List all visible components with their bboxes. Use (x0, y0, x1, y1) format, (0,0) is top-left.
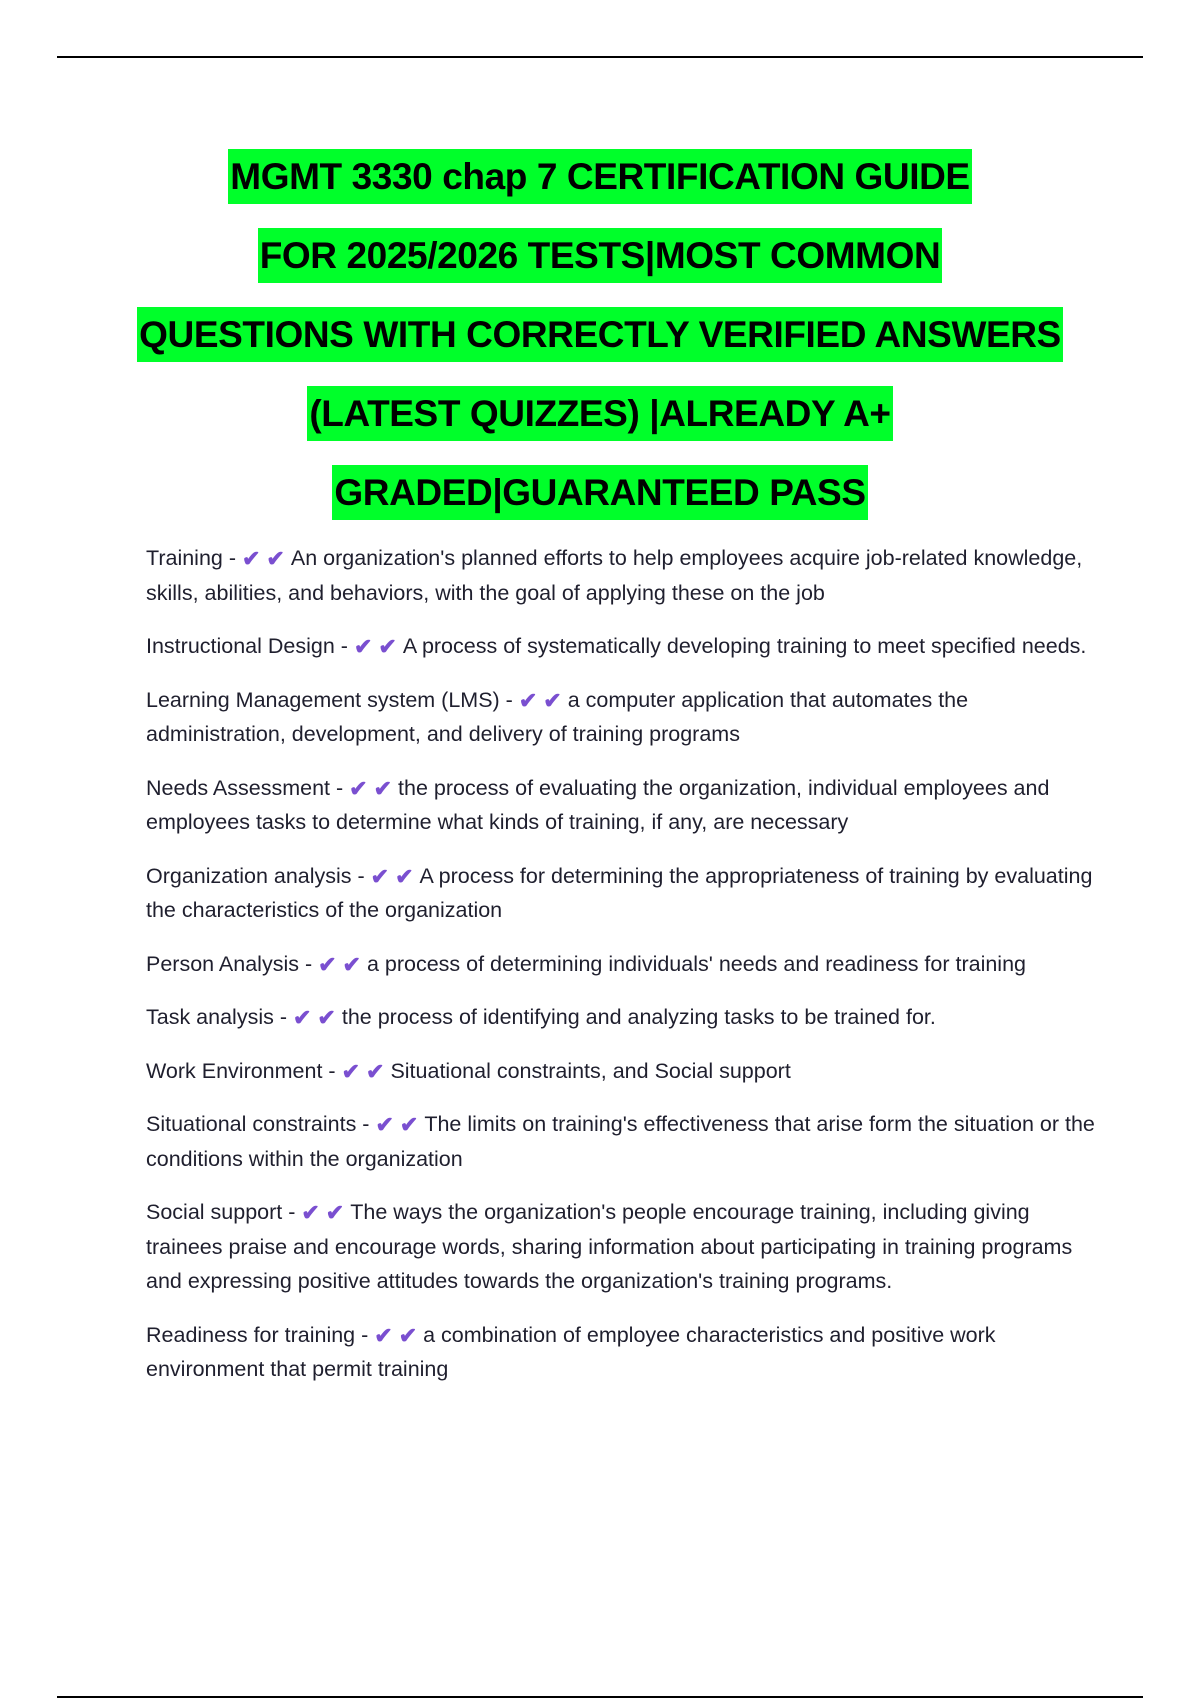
term-label: Task analysis - (146, 1005, 293, 1029)
title-line (60, 145, 1140, 224)
term-entry (146, 947, 1096, 982)
term-entry (146, 1318, 1096, 1387)
term-definition: The limits on training's effectiveness that arise form the situation or the conditions within the organization (146, 1112, 1095, 1171)
term-label: Training - (146, 546, 242, 570)
check-mark-icon: ✔ (366, 1058, 385, 1084)
check-mark-icon: ✔ (341, 1058, 360, 1084)
check-mark-icon: ✔ (318, 951, 337, 977)
title-line (60, 303, 1140, 382)
check-mark-icon: ✔ (370, 863, 390, 889)
term-label: Learning Management system (LMS) - (146, 687, 519, 712)
term-label: Readiness for training - (146, 1322, 375, 1347)
check-mark-icon: ✔ (543, 687, 562, 713)
term-list (146, 541, 1096, 1406)
top-rule (57, 56, 1143, 58)
term-entry (146, 683, 1096, 752)
term-label: Situational constraints - (146, 1112, 376, 1136)
document-title (60, 145, 1140, 540)
check-mark-icon: ✔ (266, 546, 285, 571)
check-mark-icon: ✔ (378, 634, 397, 659)
bottom-rule (57, 1696, 1143, 1698)
term-entry (146, 1000, 1096, 1035)
term-entry (146, 1195, 1096, 1299)
check-mark-icon: ✔ (373, 775, 393, 801)
check-mark-icon: ✔ (241, 546, 261, 571)
check-mark-icon: ✔ (399, 1112, 419, 1137)
term-label: Person Analysis - (146, 951, 319, 976)
term-definition: the process of identifying and analyzing tasks to be trained for. (341, 1005, 936, 1029)
check-mark-icon: ✔ (325, 1200, 345, 1225)
term-entry (146, 771, 1096, 840)
check-mark-icon: ✔ (301, 1200, 320, 1225)
term-definition: the process of evaluating the organization, individual employees and employees tasks to determine what kinds of training, if any, are necessary (146, 775, 1050, 834)
term-entry (146, 541, 1096, 610)
term-definition: The ways the organization's people encourage training, including giving trainees praise and encourage words, sharing information about participating in training programs and expressing positive attitudes towards the organization's training programs. (146, 1200, 1073, 1293)
title-line-text: QUESTIONS WITH CORRECTLY VERIFIED ANSWERS (137, 307, 1063, 362)
check-mark-icon: ✔ (374, 1322, 393, 1348)
term-label: Work Environment - (146, 1058, 342, 1083)
title-line-text: (LATEST QUIZZES) |ALREADY A+ (307, 386, 892, 441)
term-label: Needs Assessment - (146, 775, 350, 800)
term-definition: A process for determining the appropriateness of training by evaluating the characteristics of the organization (146, 863, 1093, 922)
check-mark-icon: ✔ (398, 1322, 418, 1348)
term-definition: a combination of employee characteristics and positive work environment that permit training (146, 1322, 996, 1381)
check-mark-icon: ✔ (518, 687, 538, 713)
check-mark-icon: ✔ (292, 1005, 312, 1030)
title-line (60, 461, 1140, 540)
title-line-text: MGMT 3330 chap 7 CERTIFICATION GUIDE (228, 149, 971, 204)
term-entry (146, 629, 1096, 664)
check-mark-icon: ✔ (349, 775, 368, 801)
term-definition: a process of determining individuals' needs and readiness for training (366, 951, 1026, 976)
term-entry (146, 1054, 1096, 1089)
term-label: Instructional Design - (146, 634, 354, 658)
check-mark-icon: ✔ (375, 1112, 394, 1137)
term-definition: a computer application that automates the administration, development, and delivery of training programs (146, 687, 969, 746)
title-line (60, 382, 1140, 461)
term-entry (146, 1107, 1096, 1176)
term-definition: An organization's planned efforts to help employees acquire job-related knowledge, skills, abilities, and behaviors, with the goal of applying these on the job (146, 546, 1083, 605)
term-entry (146, 859, 1096, 928)
check-mark-icon: ✔ (353, 634, 373, 659)
check-mark-icon: ✔ (395, 863, 414, 889)
term-label: Social support - (146, 1200, 302, 1224)
check-mark-icon: ✔ (342, 951, 361, 977)
term-label: Organization analysis - (146, 863, 371, 888)
title-line-text: GRADED|GUARANTEED PASS (332, 465, 867, 520)
check-mark-icon: ✔ (317, 1005, 336, 1030)
title-line-text: FOR 2025/2026 TESTS|MOST COMMON (258, 228, 943, 283)
term-definition: A process of systematically developing training to meet specified needs. (402, 634, 1087, 658)
term-definition: Situational constraints, and Social support (390, 1058, 791, 1083)
title-line (60, 224, 1140, 303)
